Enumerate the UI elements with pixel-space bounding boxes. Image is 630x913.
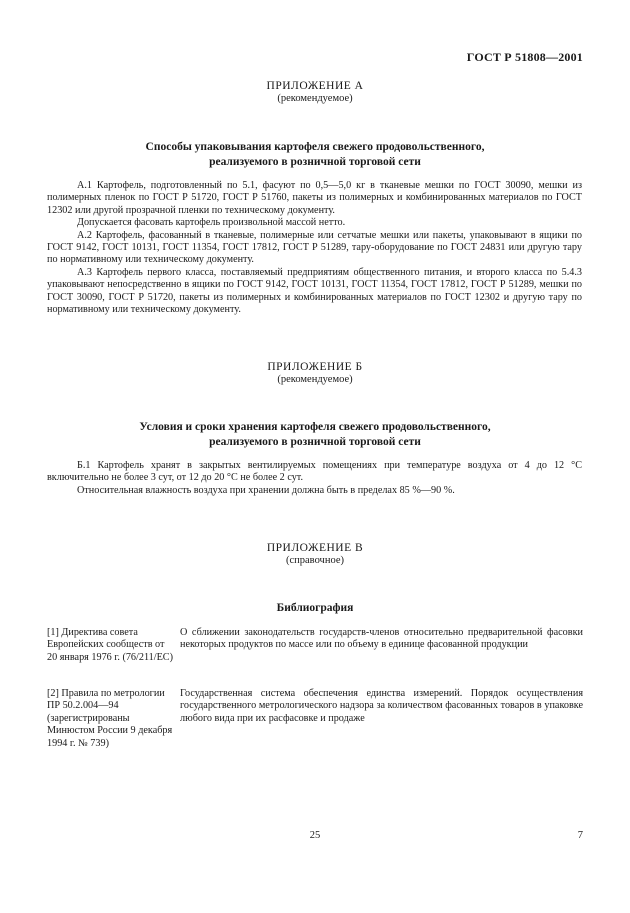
appendix-b-heading-line2: реализуемого в розничной торговой сети <box>209 436 421 448</box>
paragraph-a3: А.3 Картофель первого класса, поставляемый предприятиям общественного питания, и второго класса по 5.4.3 упаковывают непосредственно в ящики по ГОСТ 9142, ГОСТ 10131, ГОСТ 11354, ГОСТ 17812, ГОСТ Р 51289, мешки по ГОСТ 30090, ГОСТ Р 51720, пакеты из полимерных и комбинированных материалов по ГОСТ 12302 и другую тару по нормативному или техническому документу. <box>47 266 582 316</box>
appendix-b-status: (рекомендуемое) <box>277 374 353 385</box>
appendix-v-status: (справочное) <box>286 555 344 566</box>
bibliography-heading: Библиография <box>276 602 354 614</box>
page-number: 25 <box>309 830 321 841</box>
paragraph-a1: А.1 Картофель, подготовленный по 5.1, фасуют по 0,5—5,0 кг в тканевые мешки по ГОСТ 30090, мешки из полимерных пленок по ГОСТ Р 51720, ГОСТ Р 51760, пакеты из полимерных и комбинированных материалов по ГОСТ 12302 или другой прозрачной пленки по техническому документу. <box>47 180 582 216</box>
paragraph-b1: Б.1 Картофель хранят в закрытых вентилируемых помещениях при температуре воздуха от 4 до 12 °С включительно не более 3 сут, от 12 до 20 °С не более 2 сут. <box>47 460 582 484</box>
bibliography-text-2: Государственная система обеспечения единства измерений. Порядок осуществления государственного метрологического надзора за количеством фасованных товаров в упаковке любого вида при их расфасовке и продаже <box>180 688 583 724</box>
paragraph-b1-humidity: Относительная влажность воздуха при хранении должна быть в пределах 85 %—90 %. <box>77 484 455 496</box>
appendix-a-heading <box>0 140 630 170</box>
appendix-a-title: ПРИЛОЖЕНИЕ А <box>266 80 364 92</box>
appendix-v-title: ПРИЛОЖЕНИЕ В <box>266 542 364 554</box>
appendix-a-heading-line2: реализуемого в розничной торговой сети <box>209 156 421 168</box>
bibliography-text-1: О сближении законодательств государств-членов относительно предварительной фасовки некоторых продуктов по массе или по объему в единице фасованной продукции <box>180 627 583 651</box>
appendix-b-heading <box>0 420 630 450</box>
document-code: ГОСТ Р 51808—2001 <box>466 50 583 64</box>
paragraph-a1-note: Допускается фасовать картофель произвольной массой нетто. <box>77 217 346 229</box>
bibliography-ref-1: [1] Директива совета Европейских сообществ от 20 января 1976 г. (76/211/ЕС) <box>47 627 173 663</box>
appendix-a-body <box>47 180 582 316</box>
paragraph-a2: А.2 Картофель, фасованный в тканевые, полимерные или сетчатые мешки или пакеты, упаковывают в ящики по ГОСТ 9142, ГОСТ 10131, ГОСТ 11354, ГОСТ 17812, ГОСТ Р 51289, тару-оборудование по ГОСТ 24831 или другую тару по нормативному или техническому документу. <box>47 229 582 266</box>
sheet-number: 7 <box>577 830 583 841</box>
appendix-b-heading-line1: Условия и сроки хранения картофеля свежего продовольственного, <box>139 421 491 433</box>
appendix-a-heading-line1: Способы упаковывания картофеля свежего продовольственного, <box>145 141 485 153</box>
appendix-b-body <box>47 460 582 497</box>
bibliography-ref-2: [2] Правила по метрологии ПР 50.2.004—94 (зарегистрированы Минюстом России 9 декабря 1994 г. № 739) <box>47 688 173 749</box>
appendix-a-status: (рекомендуемое) <box>277 93 353 104</box>
appendix-b-title: ПРИЛОЖЕНИЕ Б <box>267 361 363 373</box>
